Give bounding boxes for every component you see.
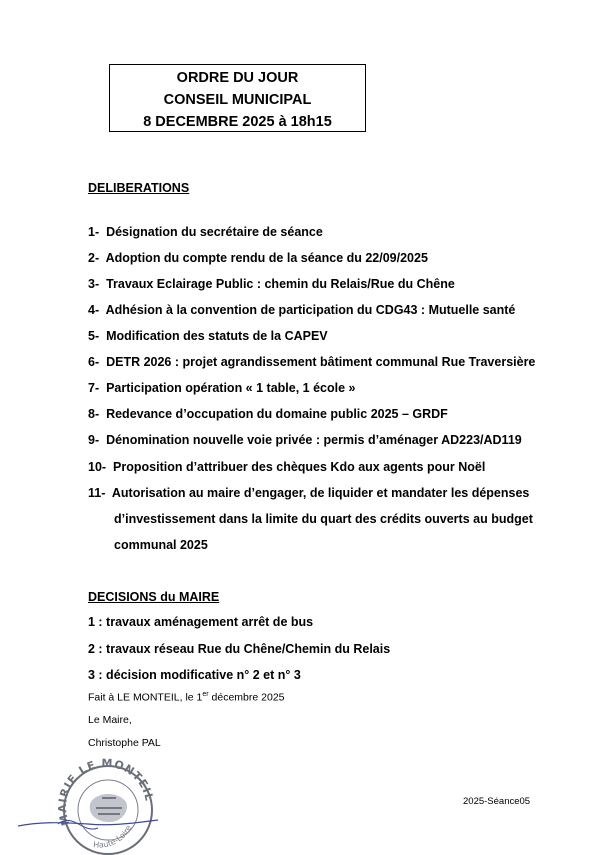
deliberation-item — [88, 486, 529, 500]
item-number: 9- — [88, 433, 100, 447]
item-text: Modification des statuts de la CAPEV — [106, 329, 328, 343]
deliberation-item-continuation: communal 2025 — [114, 538, 208, 552]
stamp-text-top: MAIRIE LE MONTEIL — [55, 756, 156, 828]
decision-item: 2 : travaux réseau Rue du Chêne/Chemin du Relais — [88, 642, 391, 656]
mairie-stamp-seal — [18, 752, 168, 855]
item-text: DETR 2026 : projet agrandissement bâtiment communal Rue Traversière — [106, 355, 536, 369]
item-text: Travaux Eclairage Public : chemin du Relais/Rue du Chêne — [106, 277, 455, 291]
agenda-title-box — [109, 64, 366, 132]
deliberation-item — [88, 460, 485, 474]
deliberation-item — [88, 303, 515, 317]
deliberation-item — [88, 407, 448, 421]
item-number: 6- — [88, 355, 100, 369]
place-prefix: Fait à LE MONTEIL, le 1 — [88, 691, 203, 704]
item-number: 3- — [88, 277, 100, 291]
item-text: Désignation du secrétaire de séance — [106, 225, 323, 239]
deliberation-item — [88, 433, 522, 447]
item-number: 8- — [88, 407, 100, 421]
title-line-date: 8 DECEMBRE 2025 à 18h15 — [143, 114, 332, 130]
item-number: 10- — [88, 460, 107, 474]
signature-role: Le Maire, — [88, 714, 132, 726]
item-text: Participation opération « 1 table, 1 école » — [106, 381, 356, 395]
item-text: Proposition d’attribuer des chèques Kdo aux agents pour Noël — [113, 460, 486, 474]
item-number: 11- — [88, 486, 106, 500]
signature-place-date — [88, 691, 285, 704]
stamp-text-bottom: Haute-Loire — [92, 823, 134, 850]
item-text: Redevance d’occupation du domaine public 2025 – GRDF — [106, 407, 448, 421]
deliberation-item — [88, 277, 455, 291]
decision-item: 3 : décision modificative n° 2 et n° 3 — [88, 668, 301, 682]
svg-text:Haute-Loire — [93, 824, 134, 850]
deliberation-item — [88, 355, 535, 369]
item-number: 7- — [88, 381, 100, 395]
deliberation-item — [88, 251, 428, 265]
place-sup: er — [202, 691, 209, 698]
deliberation-item — [88, 329, 328, 343]
title-line-conseil: CONSEIL MUNICIPAL — [163, 92, 312, 108]
document-reference: 2025-Séance05 — [463, 796, 531, 807]
deliberation-item — [88, 381, 355, 395]
deliberation-item — [88, 225, 323, 239]
item-text: Adhésion à la convention de participation du CDG43 : Mutuelle santé — [105, 303, 516, 317]
signature-name: Christophe PAL — [88, 737, 161, 749]
item-number: 2- — [88, 251, 100, 265]
deliberations-heading: DELIBERATIONS — [88, 181, 190, 195]
item-number: 1- — [88, 225, 100, 239]
item-number: 5- — [88, 329, 100, 343]
item-number: 4- — [88, 303, 100, 317]
item-text: Adoption du compte rendu de la séance du 22/09/2025 — [105, 251, 428, 265]
item-text: Dénomination nouvelle voie privée : permis d’aménager AD223/AD119 — [106, 433, 522, 447]
deliberation-item-continuation: d’investissement dans la limite du quart des crédits ouverts au budget — [114, 512, 533, 526]
title-line-ordre: ORDRE DU JOUR — [176, 70, 299, 86]
item-text: Autorisation au maire d’engager, de liquider et mandater les dépenses — [111, 486, 530, 500]
decisions-heading: DECISIONS du MAIRE — [88, 590, 220, 604]
decision-item: 1 : travaux aménagement arrêt de bus — [88, 615, 314, 629]
place-suffix: décembre 2025 — [208, 691, 285, 704]
